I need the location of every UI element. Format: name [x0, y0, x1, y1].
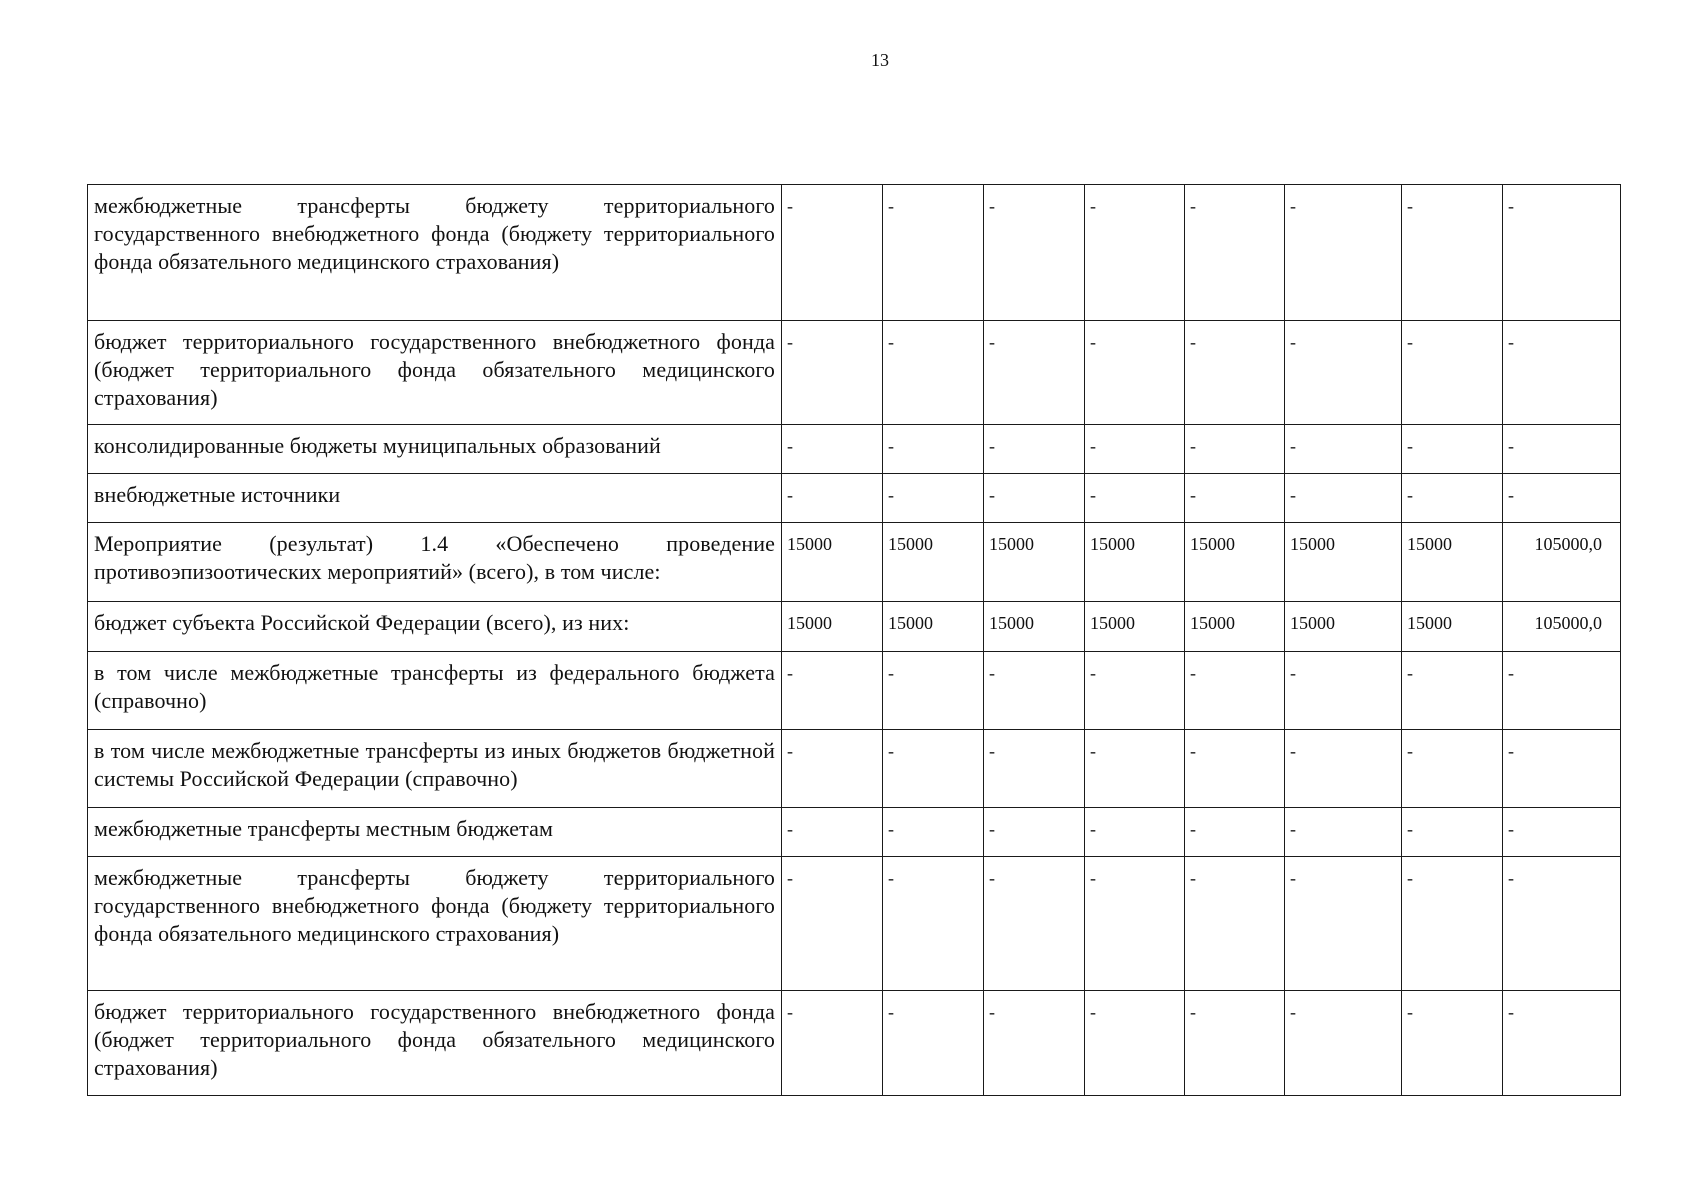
value-cell: - — [883, 185, 984, 321]
value-cell: - — [782, 185, 883, 321]
value-cell: - — [1185, 730, 1285, 808]
value-cell: 15000 — [1402, 602, 1503, 652]
value-cell: - — [1085, 474, 1185, 523]
value-cell: - — [1503, 425, 1621, 474]
value-cell: - — [1185, 652, 1285, 730]
value-cell: - — [1085, 321, 1185, 425]
value-cell: - — [1285, 321, 1402, 425]
value-cell: - — [782, 425, 883, 474]
row-label: консолидированные бюджеты муниципальных образований — [88, 425, 782, 474]
value-cell: - — [1285, 474, 1402, 523]
table-row — [88, 991, 1621, 1096]
value-cell: - — [1402, 474, 1503, 523]
value-cell: - — [984, 425, 1085, 474]
value-cell: - — [1402, 652, 1503, 730]
value-cell: - — [1185, 474, 1285, 523]
value-cell: - — [1402, 185, 1503, 321]
value-cell: - — [782, 474, 883, 523]
value-cell: - — [1185, 808, 1285, 857]
value-cell: - — [1085, 857, 1185, 991]
value-cell: - — [1503, 652, 1621, 730]
value-cell: - — [883, 425, 984, 474]
value-cell: 15000 — [984, 602, 1085, 652]
value-cell: - — [984, 808, 1085, 857]
row-label: бюджет субъекта Российской Федерации (всего), из них: — [88, 602, 782, 652]
value-cell: - — [1085, 730, 1185, 808]
value-cell: 15000 — [1085, 523, 1185, 602]
value-cell: - — [1402, 808, 1503, 857]
value-cell: - — [782, 321, 883, 425]
value-cell: - — [984, 991, 1085, 1096]
table-body — [88, 185, 1621, 1096]
value-cell: - — [1285, 857, 1402, 991]
value-cell: 15000 — [883, 602, 984, 652]
value-cell: - — [782, 730, 883, 808]
row-label: внебюджетные источники — [88, 474, 782, 523]
value-cell: - — [1503, 991, 1621, 1096]
value-cell: 15000 — [1085, 602, 1185, 652]
value-cell: - — [1285, 991, 1402, 1096]
row-label: межбюджетные трансферты местным бюджетам — [88, 808, 782, 857]
value-cell: - — [1285, 808, 1402, 857]
value-cell: 105000,0 — [1503, 523, 1621, 602]
value-cell: - — [1503, 730, 1621, 808]
value-cell: - — [782, 857, 883, 991]
value-cell: - — [1285, 652, 1402, 730]
value-cell: - — [1503, 474, 1621, 523]
value-cell: - — [1085, 652, 1185, 730]
value-cell: 15000 — [782, 602, 883, 652]
table-row — [88, 523, 1621, 602]
value-cell: - — [1085, 425, 1185, 474]
value-cell: - — [1402, 857, 1503, 991]
value-cell: - — [984, 185, 1085, 321]
budget-table — [87, 184, 1621, 1096]
row-label: бюджет территориального государственного внебюджетного фонда (бюджет территориального фонда обязательного медицинского страхования) — [88, 321, 782, 425]
value-cell: - — [1185, 991, 1285, 1096]
value-cell: - — [1185, 857, 1285, 991]
value-cell: - — [883, 652, 984, 730]
row-label: межбюджетные трансферты бюджету территориального государственного внебюджетного фонда (бюджету территориального фонда обязательного медицинского страхования) — [88, 857, 782, 991]
value-cell: - — [984, 730, 1085, 808]
value-cell: - — [1185, 321, 1285, 425]
value-cell: - — [1285, 730, 1402, 808]
table-row — [88, 321, 1621, 425]
value-cell: - — [1185, 425, 1285, 474]
value-cell: - — [782, 991, 883, 1096]
value-cell: - — [883, 808, 984, 857]
table-row — [88, 474, 1621, 523]
value-cell: - — [984, 474, 1085, 523]
table-row — [88, 857, 1621, 991]
row-label: в том числе межбюджетные трансферты из иных бюджетов бюджетной системы Российской Федерации (справочно) — [88, 730, 782, 808]
value-cell: 105000,0 — [1503, 602, 1621, 652]
value-cell: - — [984, 321, 1085, 425]
row-label: Мероприятие (результат) 1.4 «Обеспечено проведение противоэпизоотических мероприятий» (всего), в том числе: — [88, 523, 782, 602]
value-cell: - — [1503, 808, 1621, 857]
value-cell: 15000 — [1402, 523, 1503, 602]
value-cell: - — [883, 857, 984, 991]
table-row — [88, 652, 1621, 730]
value-cell: 15000 — [782, 523, 883, 602]
value-cell: - — [1085, 185, 1185, 321]
value-cell: - — [1402, 321, 1503, 425]
value-cell: - — [1503, 857, 1621, 991]
value-cell: - — [1503, 321, 1621, 425]
table-row — [88, 425, 1621, 474]
value-cell: - — [984, 652, 1085, 730]
value-cell: 15000 — [1185, 523, 1285, 602]
value-cell: 15000 — [984, 523, 1085, 602]
value-cell: - — [1085, 991, 1185, 1096]
value-cell: - — [1402, 425, 1503, 474]
table-row — [88, 602, 1621, 652]
value-cell: - — [1402, 730, 1503, 808]
value-cell: - — [782, 652, 883, 730]
value-cell: - — [1085, 808, 1185, 857]
value-cell: - — [984, 857, 1085, 991]
value-cell: - — [1285, 185, 1402, 321]
row-label: в том числе межбюджетные трансферты из федерального бюджета (справочно) — [88, 652, 782, 730]
page-number: 13 — [871, 50, 889, 70]
value-cell: - — [883, 991, 984, 1096]
value-cell: - — [883, 474, 984, 523]
value-cell: - — [883, 321, 984, 425]
value-cell: 15000 — [1185, 602, 1285, 652]
value-cell: - — [782, 808, 883, 857]
value-cell: 15000 — [883, 523, 984, 602]
value-cell: - — [1285, 425, 1402, 474]
table-row — [88, 185, 1621, 321]
row-label: бюджет территориального государственного внебюджетного фонда (бюджет территориального фонда обязательного медицинского страхования) — [88, 991, 782, 1096]
table-row — [88, 808, 1621, 857]
row-label: межбюджетные трансферты бюджету территориального государственного внебюджетного фонда (бюджету территориального фонда обязательного медицинского страхования) — [88, 185, 782, 321]
table-row — [88, 730, 1621, 808]
value-cell: 15000 — [1285, 602, 1402, 652]
value-cell: - — [1185, 185, 1285, 321]
value-cell: - — [883, 730, 984, 808]
value-cell: - — [1402, 991, 1503, 1096]
value-cell: - — [1503, 185, 1621, 321]
value-cell: 15000 — [1285, 523, 1402, 602]
